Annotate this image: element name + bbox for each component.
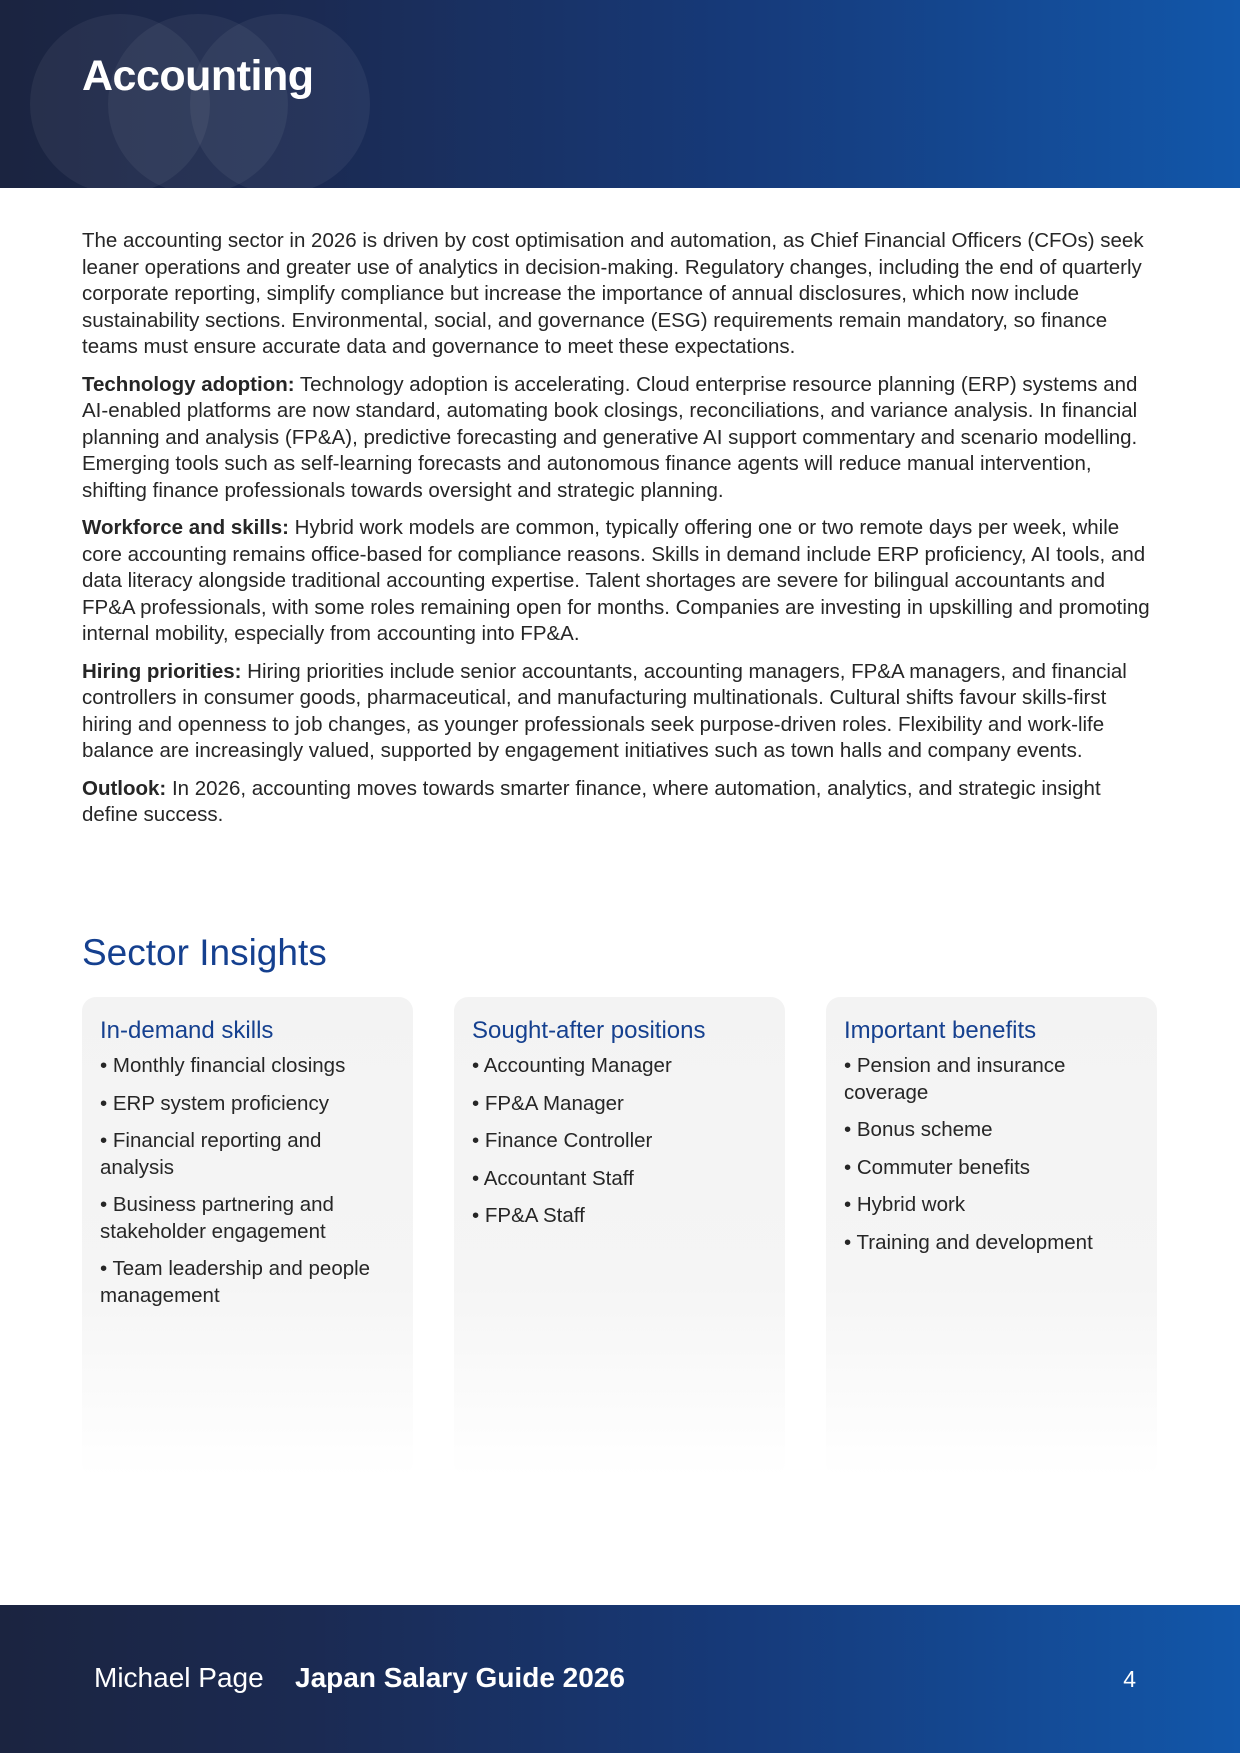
page-number: 4 [1123, 1666, 1136, 1692]
list-item: • Commuter benefits [844, 1155, 1031, 1179]
section-text: In 2026, accounting moves towards smarter finance, where automation, analytics, and strategic insight define success. [82, 776, 1101, 826]
list-item: • Pension and insurance coverage [844, 1054, 1066, 1104]
insight-card-important-benefits [826, 997, 1157, 1477]
section-text: Hiring priorities include senior accountants, accounting managers, FP&A managers, and financial controllers in consumer goods, pharmaceutical, and manufacturing multinationals. Cultural shifts favour skills-first hiring and openness to job changes, as younger professionals seek purpose-driven roles. Flexibility and work-life balance are increasingly valued, supported by engagement initiatives such as town halls and company events. [82, 659, 1127, 762]
section-text: Technology adoption is accelerating. Cloud enterprise resource planning (ERP) systems and AI-enabled platforms are now standard, automating book closings, reconciliations, and variance analysis. In financial planning and analysis (FP&A), predictive forecasting and generative AI support commentary and scenario modelling. Emerging tools such as self-learning forecasts and autonomous finance agents will reduce manual intervention, shifting finance professionals towards oversight and strategic planning. [82, 372, 1138, 502]
card-heading: Sought-after positions [472, 1017, 706, 1044]
list-item: • Team leadership and people management [100, 1257, 371, 1307]
page-title: Accounting [82, 52, 314, 100]
card-list [100, 1053, 395, 1309]
section-label: Technology adoption: [82, 372, 295, 396]
card-list [472, 1053, 767, 1230]
section-workforce-and-skills [82, 515, 1162, 648]
list-item: • Finance Controller [472, 1129, 653, 1152]
article-body [82, 228, 1162, 840]
list-item: • Hybrid work [844, 1193, 966, 1216]
insight-cards [82, 997, 1158, 1477]
sector-insights-title: Sector Insights [82, 932, 327, 973]
decorative-circle [190, 14, 370, 188]
list-item: • Financial reporting and analysis [100, 1129, 322, 1179]
section-text: Hybrid work models are common, typically offering one or two remote days per week, while core accounting remains office-based for compliance reasons. Skills in demand include ERP proficiency, AI tools, and data literacy alongside traditional accounting expertise. Talent shortages are severe for bilingual accountants and FP&A professionals, with some roles remaining open for months. Companies are investing in upskilling and promoting internal mobility, especially from accounting into FP&A. [82, 516, 1150, 645]
section-label: Hiring priorities: [82, 659, 242, 683]
list-item: • Business partnering and stakeholder engagement [100, 1193, 334, 1243]
list-item: • Accounting Manager [472, 1054, 672, 1077]
insight-card-sought-after-positions [454, 997, 785, 1477]
section-label: Outlook: [82, 776, 167, 800]
card-list [844, 1053, 1139, 1256]
list-item: • Bonus scheme [844, 1118, 993, 1141]
section-label: Workforce and skills: [82, 516, 289, 539]
section-hiring-priorities [82, 659, 1162, 765]
list-item: • ERP system proficiency [100, 1091, 329, 1115]
section-outlook [82, 776, 1162, 829]
page-footer [0, 1605, 1240, 1753]
card-heading: In-demand skills [100, 1017, 274, 1044]
page-header [0, 0, 1240, 188]
card-heading: Important benefits [844, 1017, 1037, 1044]
list-item: • FP&A Staff [472, 1204, 585, 1227]
brand-name: Michael Page [94, 1662, 264, 1693]
section-technology-adoption [82, 372, 1162, 505]
intro-paragraph: The accounting sector in 2026 is driven by cost optimisation and automation, as Chief Financial Officers (CFOs) seek leaner operations and greater use of analytics in decision-making. Regulatory changes, including the end of quarterly corporate reporting, simplify compliance but increase the importance of annual disclosures, which now include sustainability sections. Environmental, social, and governance (ESG) requirements remain mandatory, so finance teams must ensure accurate data and governance to meet these expectations. [82, 229, 1144, 358]
guide-title: Japan Salary Guide 2026 [295, 1662, 625, 1693]
list-item: • Accountant Staff [472, 1166, 634, 1190]
list-item: • FP&A Manager [472, 1091, 624, 1115]
insight-card-in-demand-skills [82, 997, 413, 1477]
list-item: • Monthly financial closings [100, 1054, 346, 1077]
list-item: • Training and development [844, 1230, 1093, 1254]
